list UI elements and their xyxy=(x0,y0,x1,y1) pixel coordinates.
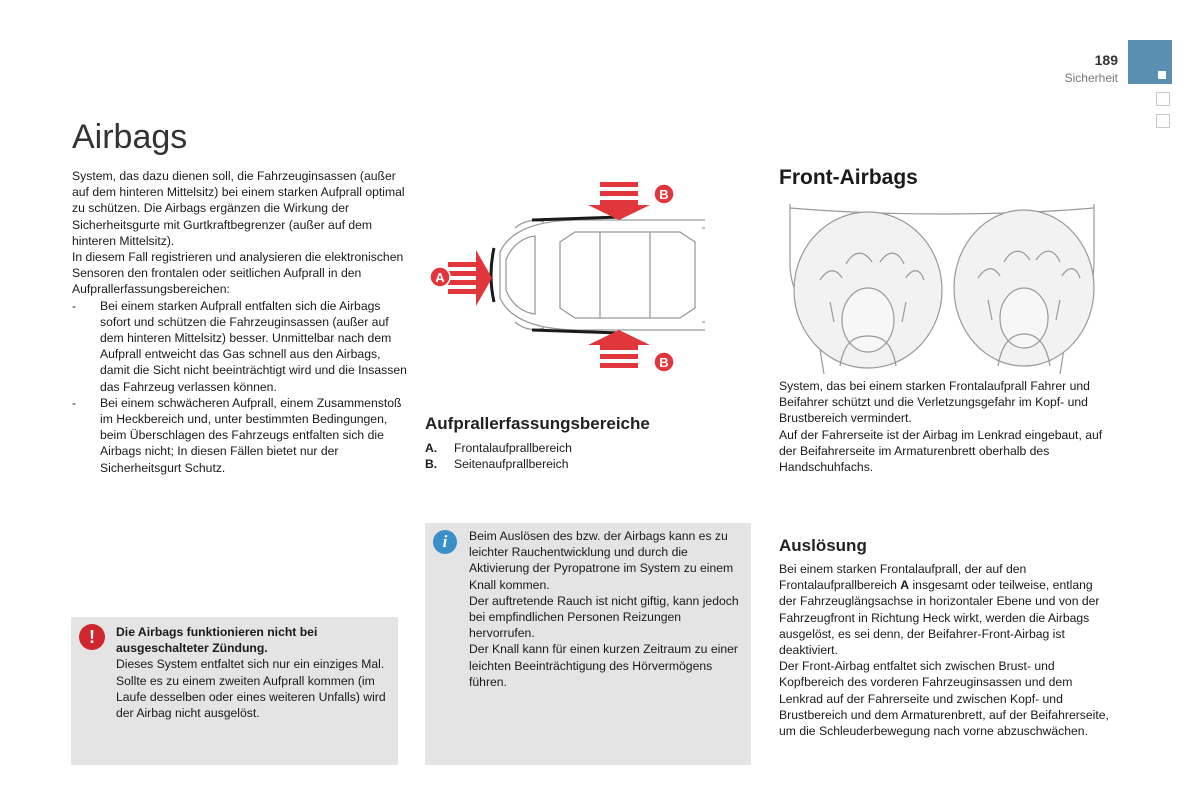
bullet-text: Bei einem starken Aufprall entfalten sich die Airbags sofort und schützen die Fahrzeuginsassen (außer auf dem hinteren Mittelsitz) besser. Unmittelbar nach dem Aufprall entweicht das Gas schnell aus den Airbags, damit die Sicht nicht beeinträchtigt wird und die Insassen das Fahrzeug verlassen können. xyxy=(100,298,407,394)
info-paragraph-2: Der auftretende Rauch ist nicht giftig, kann jedoch bei empfindlichen Personen Reizungen hervorrufen. xyxy=(469,593,739,641)
section-label: Sicherheit xyxy=(1064,71,1118,85)
warning-body: Dieses System entfaltet sich nur ein einziges Mal. Sollte es zu einem zweiten Aufprall kommen (im Laufe desselben oder eines weiteren Unfalls) wird der Airbag nicht ausgelöst. xyxy=(116,657,386,721)
bullet-dash: - xyxy=(72,298,77,313)
front-airbags-description xyxy=(779,378,1109,475)
intro-paragraph-2: In diesem Fall registrieren und analysieren die elektronischen Sensoren den frontalen oder seitlichen Aufprall in den Aufprallerfassungsbereichen: xyxy=(72,250,404,297)
label-b-bottom: B xyxy=(659,355,669,370)
impact-arrow-side-top-icon xyxy=(588,182,650,220)
page-number: 189 xyxy=(1094,52,1118,68)
bullet-dash: - xyxy=(72,395,77,410)
zones-title: Aufprallerfassungsbereiche xyxy=(425,414,650,433)
zones-list xyxy=(425,440,572,472)
front-airbags-title: Front-Airbags xyxy=(779,166,918,189)
label-a: A xyxy=(435,270,445,285)
warning-heading: Die Airbags funktionieren nicht bei ausgeschalteter Zündung. xyxy=(116,625,318,656)
warning-icon: ! xyxy=(79,624,105,650)
car-top-view-icon xyxy=(500,220,705,330)
ausloesung-paragraph-2: Der Front-Airbag entfaltet sich zwischen Brust- und Kopfbereich des vorderen Fahrzeuginsassen und dem Lenkrad auf der Fahrerseite und zwischen Kopf- und Brustbereich und dem Armaturenbrett, auf der Beifahrerseite, um die Schleuderbewegung nach vorne abzuschwächen. xyxy=(779,659,1109,739)
info-paragraph-3: Der Knall kann für einen kurzen Zeitraum zu einer leichten Beeinträchtigung des Hörvermögens führen. xyxy=(469,642,738,689)
zone-item-b: B. Seitenaufprallbereich xyxy=(425,457,569,472)
impact-zones-figure xyxy=(420,170,705,385)
ausloesung-text xyxy=(779,561,1109,739)
info-icon: i xyxy=(433,530,457,554)
impact-arrow-front-icon xyxy=(448,250,492,306)
intro-bullet xyxy=(72,298,407,395)
intro-bullet xyxy=(72,395,407,476)
info-text xyxy=(469,528,744,690)
ausloesung-title: Auslösung xyxy=(779,536,867,555)
chapter-tab-marker xyxy=(1158,71,1166,79)
chapter-tab-square-1 xyxy=(1156,92,1170,106)
front-airbags-paragraph-2: Auf der Fahrerseite ist der Airbag im Lenkrad eingebaut, auf der Beifahrerseite im Armaturenbrett oberhalb des Handschuhfachs. xyxy=(779,427,1103,475)
bullet-text: Bei einem schwächeren Aufprall, einem Zusammenstoß im Heckbereich und, unter bestimmten Bedingungen, beim Überschlagen des Fahrzeugs entfalten sich die Airbags nicht; In diesen Fällen bietet nur der Sicherheitsgurt Schutz. xyxy=(100,395,402,475)
front-airbags-illustration xyxy=(784,202,1100,374)
ausloesung-paragraph-1: Bei einem starken Frontalaufprall, der auf den Frontalaufprallbereich A insgesamt oder teilweise, entlang der Fahrzeuglängsachse in horizontaler Ebene und von der Fahrzeugfront in Richtung Heck wirkt, werden die Airbags ausgelöst, es sei denn, der Beifahrer-Front-Airbag ist deaktiviert. xyxy=(779,562,1100,658)
page-title: Airbags xyxy=(72,118,188,156)
intro-text xyxy=(72,168,407,476)
info-paragraph-1: Beim Auslösen des bzw. der Airbags kann es zu leichter Rauchentwicklung und durch die Aktivierung der Pyropatrone im System zu einem Knall kommen. xyxy=(469,529,734,592)
chapter-tab-square-2 xyxy=(1156,114,1170,128)
intro-paragraph-1: System, das dazu dienen soll, die Fahrzeuginsassen (außer auf dem hinteren Mittelsitz) bei einem starken Aufprall optimal zu schützen. Die Airbags ergänzen die Wirkung der Sicherheitsgurte mit Gurtkraftbegrenzer (außer auf dem hinteren Mittelsitz). xyxy=(72,169,405,248)
impact-arrow-side-bottom-icon xyxy=(588,330,650,368)
front-airbags-paragraph-1: System, das bei einem starken Frontalaufprall Fahrer und Beifahrer schützt und die Verletzungsgefahr im Kopf- und Brustbereich vermindert. xyxy=(779,379,1090,426)
warning-text xyxy=(116,624,391,721)
zone-item-a: A. Frontalaufprallbereich xyxy=(425,441,572,455)
label-b-top: B xyxy=(659,187,669,202)
